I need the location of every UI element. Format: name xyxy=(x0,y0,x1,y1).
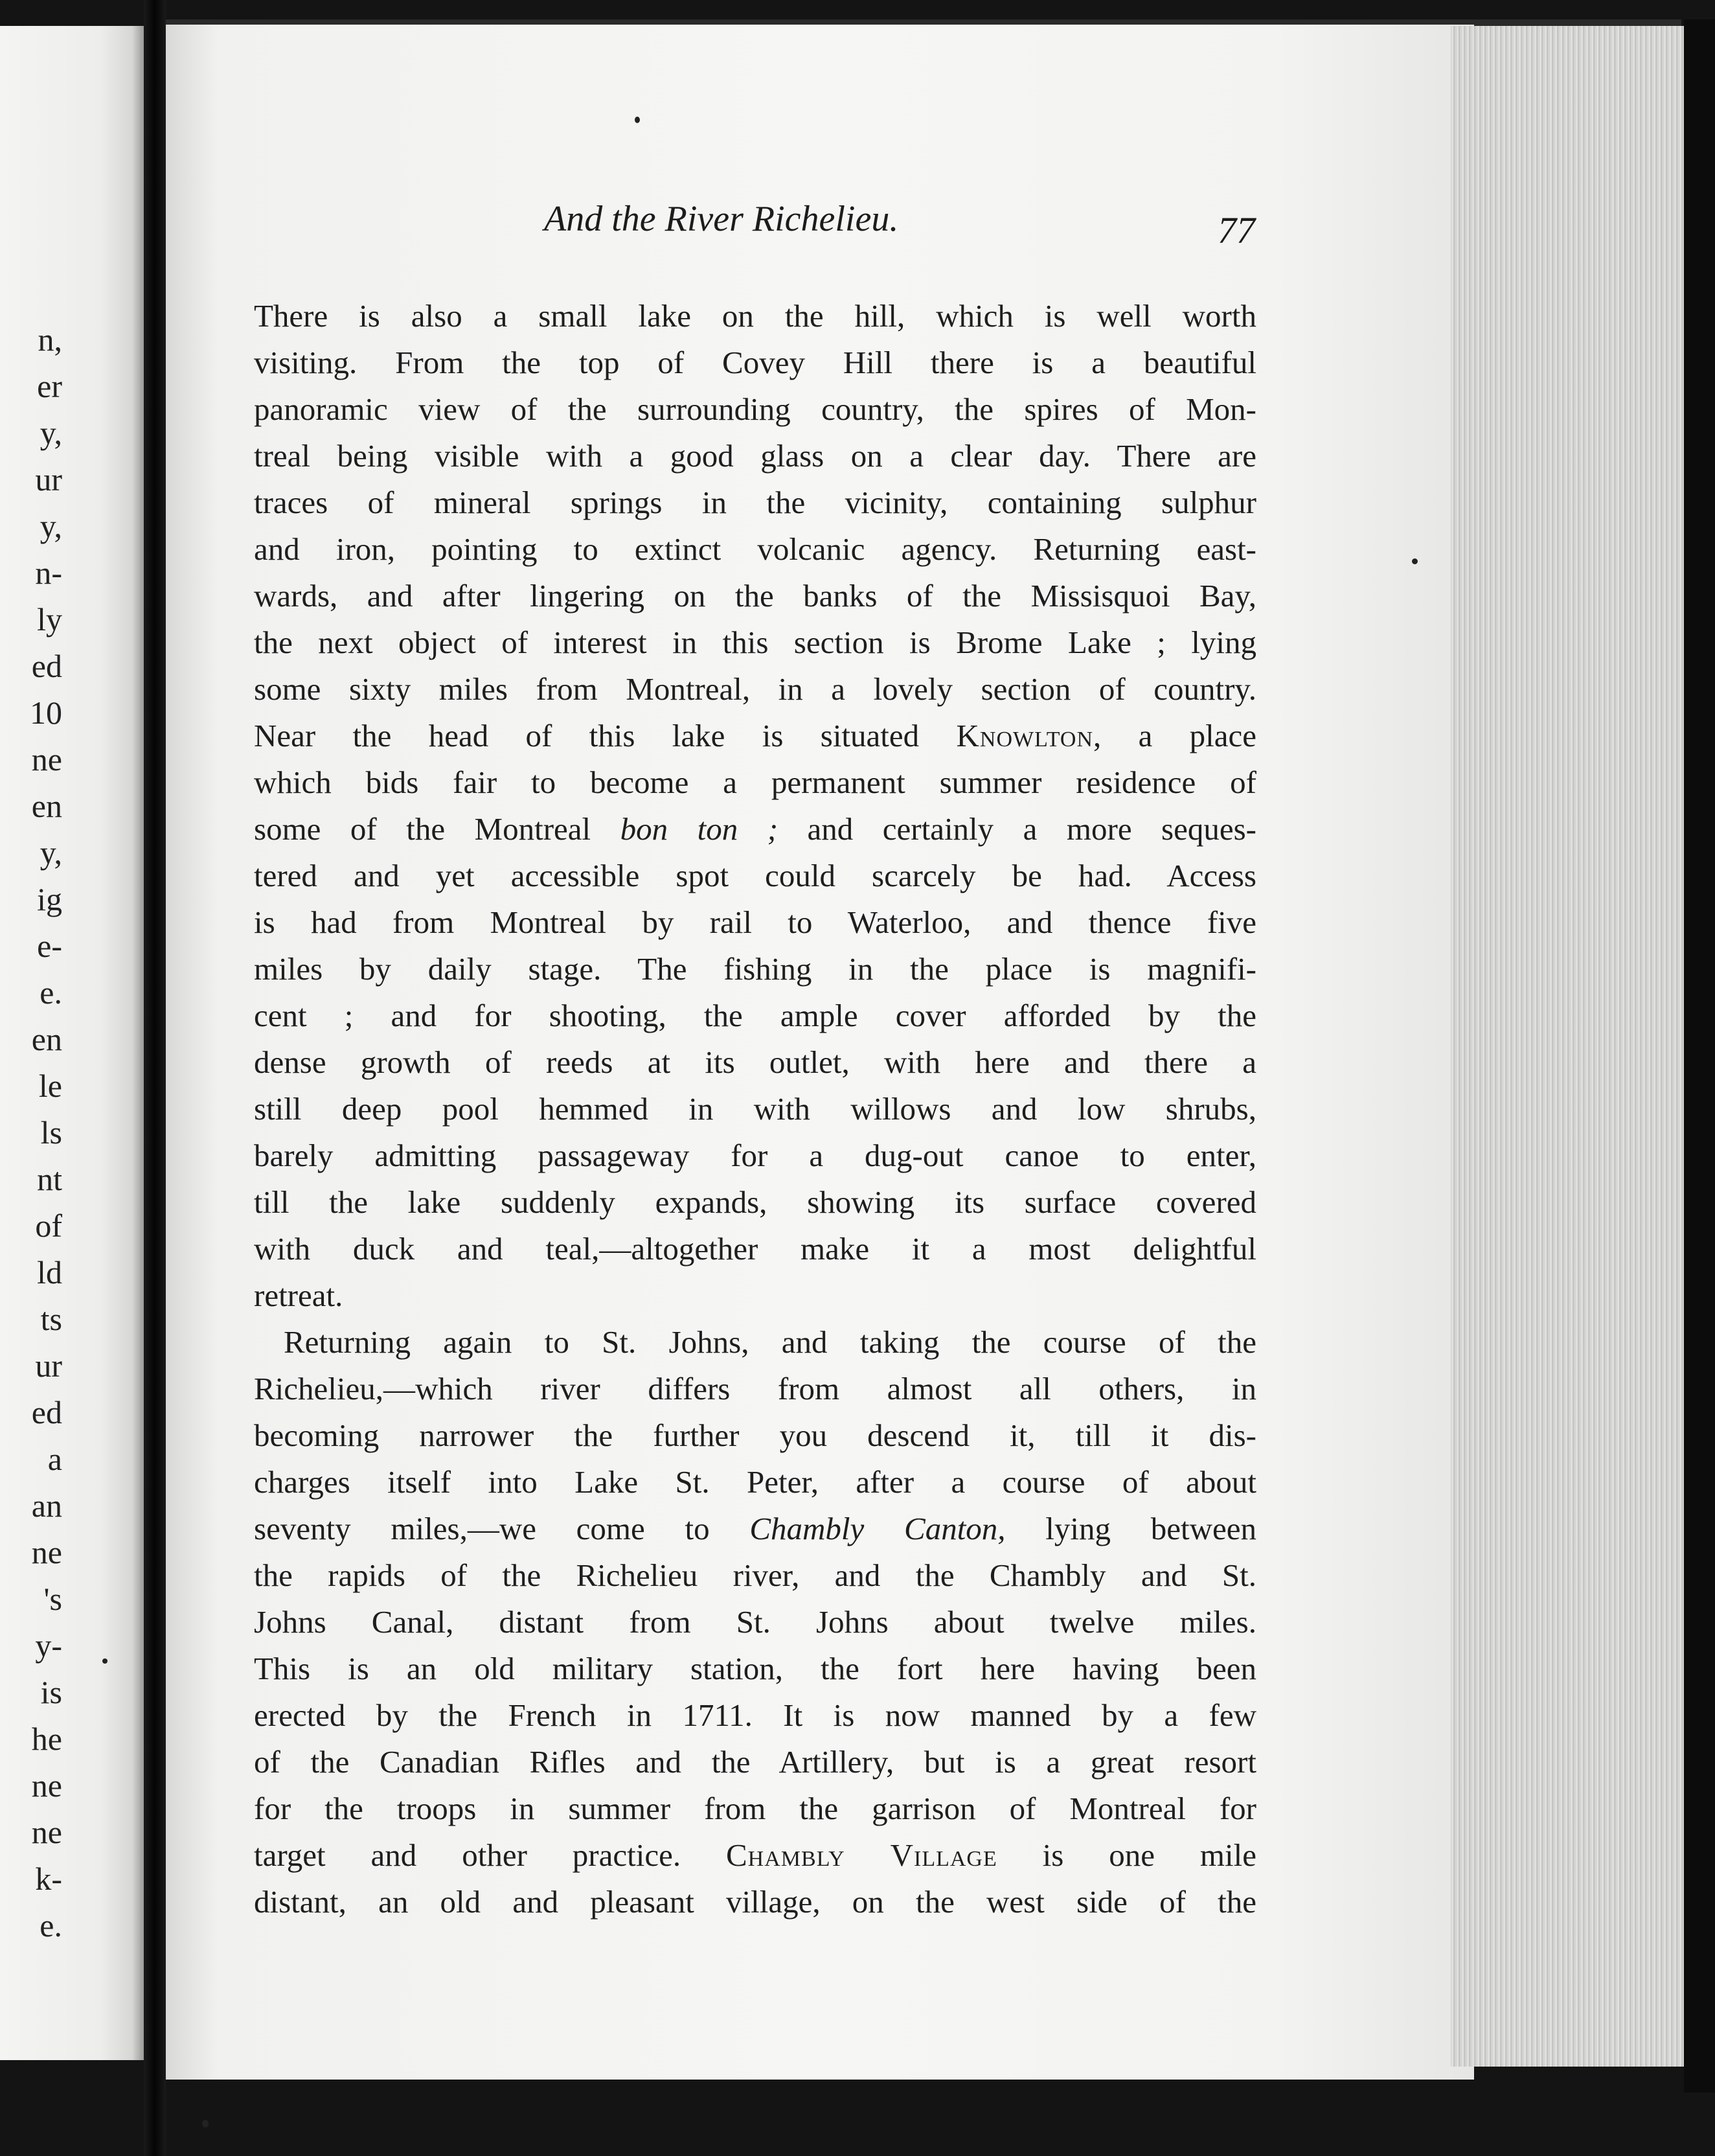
italic-text: Chambly Canton, xyxy=(749,1511,1006,1546)
left-fragment: n, xyxy=(38,321,62,358)
left-fragment: k- xyxy=(35,1861,62,1897)
text-segment: erected by the French in 1711. It is now manned by a few xyxy=(254,1697,1256,1733)
text-segment: and iron, pointing to extinct volcanic agency. Returning east- xyxy=(254,531,1256,567)
text-segment: till the lake suddenly expands, showing its surface covered xyxy=(254,1184,1256,1220)
text-line xyxy=(254,1132,1256,1179)
speck xyxy=(202,2120,209,2127)
left-fragment: ed xyxy=(31,1394,62,1430)
text-line xyxy=(254,433,1256,479)
text-line xyxy=(254,1412,1256,1459)
left-fragment: 10 xyxy=(30,694,62,731)
left-facing-page xyxy=(0,26,144,2060)
text-line xyxy=(254,293,1256,339)
text-line xyxy=(254,479,1256,526)
left-fragment: le xyxy=(38,1068,62,1104)
text-segment: visiting. From the top of Covey Hill there is a beautiful xyxy=(254,345,1256,380)
text-segment: the rapids of the Richelieu river, and the Chambly and St. xyxy=(254,1557,1256,1593)
left-fragment: ig xyxy=(37,881,62,917)
left-fragment: e. xyxy=(40,1907,62,1944)
text-segment: Returning again to St. Johns, and taking the course of the xyxy=(284,1324,1256,1360)
running-head: And the River Richelieu. xyxy=(544,199,899,239)
left-fragment: is xyxy=(40,1674,62,1710)
left-fragment: e- xyxy=(37,928,62,964)
text-line xyxy=(254,1646,1256,1692)
left-fragment: e. xyxy=(40,974,62,1011)
text-segment: target and other practice. xyxy=(254,1837,726,1873)
text-line xyxy=(254,1226,1256,1272)
left-fragment: an xyxy=(31,1487,62,1524)
left-fragment: of xyxy=(35,1208,62,1244)
text-line xyxy=(254,386,1256,433)
text-line xyxy=(254,573,1256,619)
left-fragment: n- xyxy=(35,555,62,591)
left-fragment: 's xyxy=(43,1581,62,1617)
text-segment: with duck and teal,—altogether make it a most delightful xyxy=(254,1231,1256,1267)
small-caps-text: Knowlton xyxy=(956,718,1093,753)
left-fragment: en xyxy=(31,1021,62,1057)
left-page-fragments xyxy=(0,316,62,1949)
page-block-edges xyxy=(1451,26,1684,2067)
text-line xyxy=(254,1832,1256,1879)
left-fragment: y, xyxy=(40,415,62,451)
text-segment: treal being visible with a good glass on a clear day. There are xyxy=(254,438,1256,474)
text-segment: still deep pool hemmed in with willows and low shrubs, xyxy=(254,1091,1256,1127)
text-segment: some of the Montreal xyxy=(254,811,620,847)
left-fragment: ne xyxy=(31,1767,62,1804)
text-line xyxy=(254,1179,1256,1226)
speck xyxy=(1412,558,1418,564)
text-line xyxy=(254,1272,1256,1319)
text-segment: retreat. xyxy=(254,1278,343,1313)
text-segment: This is an old military station, the fort here having been xyxy=(254,1651,1256,1686)
text-line xyxy=(254,1459,1256,1506)
text-line xyxy=(254,666,1256,713)
text-segment: Johns Canal, distant from St. Johns about twelve miles. xyxy=(254,1604,1256,1640)
left-fragment: he xyxy=(31,1721,62,1757)
left-fragment: ne xyxy=(31,1534,62,1570)
text-line xyxy=(254,946,1256,992)
book-gutter xyxy=(144,0,166,2156)
text-line xyxy=(254,619,1256,666)
left-fragment: ne xyxy=(31,741,62,777)
text-segment: is had from Montreal by rail to Waterloo, and thence five xyxy=(254,904,1256,940)
text-line xyxy=(254,759,1256,806)
text-line xyxy=(254,1506,1256,1552)
left-fragment: y, xyxy=(40,508,62,544)
text-segment: cent ; and for shooting, the ample cover afforded by the xyxy=(254,998,1256,1033)
text-line xyxy=(254,992,1256,1039)
text-line xyxy=(254,526,1256,573)
left-fragment: ne xyxy=(31,1814,62,1850)
text-line xyxy=(254,1319,1256,1366)
text-segment: distant, an old and pleasant village, on the west side of the xyxy=(254,1884,1256,1920)
text-segment: Near the head of this lake is situated xyxy=(254,718,957,753)
text-line xyxy=(254,339,1256,386)
left-fragment: ur xyxy=(35,461,62,498)
text-line xyxy=(254,899,1256,946)
left-fragment: ld xyxy=(37,1254,62,1290)
left-fragment: ly xyxy=(37,601,62,637)
text-line xyxy=(254,1879,1256,1925)
left-fragment: en xyxy=(31,788,62,824)
text-segment: Richelieu,—which river differs from almost all others, in xyxy=(254,1371,1256,1406)
speck xyxy=(635,117,640,123)
text-segment: some sixty miles from Montreal, in a lovely section of country. xyxy=(254,671,1256,707)
text-segment: charges itself into Lake St. Peter, after a course of about xyxy=(254,1464,1256,1500)
text-segment: is one mile xyxy=(997,1837,1256,1873)
text-segment: panoramic view of the surrounding country, the spires of Mon- xyxy=(254,391,1256,427)
text-segment: and certainly a more seques- xyxy=(778,811,1256,847)
left-fragment: nt xyxy=(37,1161,62,1197)
left-fragment: a xyxy=(47,1441,62,1477)
text-segment: seventy miles,—we come to xyxy=(254,1511,750,1546)
left-fragment: ur xyxy=(35,1348,62,1384)
text-segment: traces of mineral springs in the vicinity, containing sulphur xyxy=(254,485,1256,520)
text-segment: miles by daily stage. The fishing in the place is magnifi- xyxy=(254,951,1256,987)
text-line xyxy=(254,713,1256,759)
text-segment: , a place xyxy=(1093,718,1256,753)
text-segment: for the troops in summer from the garrison of Montreal for xyxy=(254,1791,1256,1826)
left-fragment: ts xyxy=(40,1301,62,1337)
text-line xyxy=(254,806,1256,853)
text-line xyxy=(254,853,1256,899)
text-segment: There is also a small lake on the hill, which is well worth xyxy=(254,298,1256,334)
text-line xyxy=(254,1785,1256,1832)
text-line xyxy=(254,1366,1256,1412)
left-fragment: ed xyxy=(31,648,62,684)
text-line xyxy=(254,1039,1256,1086)
text-segment: the next object of interest in this section is Brome Lake ; lying xyxy=(254,625,1256,660)
body-text xyxy=(254,293,1256,1925)
text-segment: wards, and after lingering on the banks of the Missisquoi Bay, xyxy=(254,578,1256,614)
text-segment: tered and yet accessible spot could scarcely be had. Access xyxy=(254,858,1256,893)
left-fragment: y- xyxy=(35,1627,62,1664)
page-number: 77 xyxy=(1218,209,1255,251)
text-line xyxy=(254,1739,1256,1785)
italic-text: bon ton ; xyxy=(620,811,778,847)
text-segment: of the Canadian Rifles and the Artillery, but is a great resort xyxy=(254,1744,1256,1780)
text-line xyxy=(254,1086,1256,1132)
left-fragment: y, xyxy=(40,834,62,871)
text-segment: lying between xyxy=(1005,1511,1256,1546)
left-fragment: er xyxy=(37,368,62,404)
text-line xyxy=(254,1552,1256,1599)
text-segment: which bids fair to become a permanent summer residence of xyxy=(254,764,1256,800)
text-line xyxy=(254,1599,1256,1646)
edge-shadow xyxy=(1684,19,1715,2093)
left-fragment: ls xyxy=(40,1114,62,1151)
text-line xyxy=(254,1692,1256,1739)
text-segment: barely admitting passageway for a dug-out canoe to enter, xyxy=(254,1138,1256,1173)
text-segment: becoming narrower the further you descend it, till it dis- xyxy=(254,1417,1256,1453)
speck xyxy=(102,1658,108,1664)
small-caps-text: Chambly Village xyxy=(726,1837,997,1873)
text-segment: dense growth of reeds at its outlet, with here and there a xyxy=(254,1044,1256,1080)
